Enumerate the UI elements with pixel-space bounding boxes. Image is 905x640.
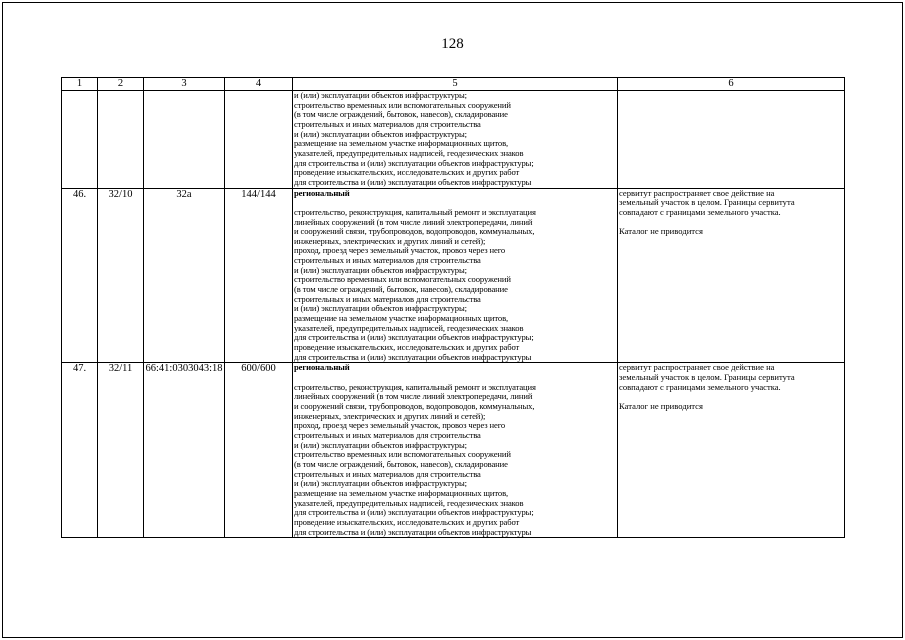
- purpose-line: строительных и иных материалов для строительства: [294, 430, 481, 440]
- purpose-line: и (или) эксплуатации объектов инфраструктуры;: [294, 91, 467, 100]
- purpose-line: проведение изыскательских, исследовательских и других работ: [294, 168, 520, 178]
- cell-empty: [225, 91, 293, 189]
- purpose-line: проведение изыскательских, исследовательских и других работ: [294, 343, 520, 353]
- purpose-line: (в том числе ограждений, бытовок, навесов), складирование: [294, 285, 508, 295]
- note-line: сервитут распространяет свое действие на: [619, 188, 775, 198]
- area-value: 600/600: [225, 363, 293, 538]
- cell-empty: [144, 91, 225, 189]
- purpose-cell: [293, 363, 618, 538]
- servitude-table: [61, 77, 845, 538]
- zone-number: 32/11: [98, 363, 144, 538]
- note-line: земельный участок в целом. Границы сервитута: [619, 373, 795, 383]
- purpose-line: указателей, предупредительных надписей, геодезических знаков: [294, 323, 524, 333]
- purpose-line: и (или) эксплуатации объектов инфраструктуры;: [294, 265, 467, 275]
- catalog-note: Каталог не приводится: [619, 401, 703, 411]
- note-line: совпадают с границами земельного участка.: [619, 207, 781, 217]
- note-cell: [618, 188, 845, 363]
- purpose-line: размещение на земельном участке информационных щитов,: [294, 488, 509, 498]
- purpose-line: строительство временных или вспомогательных сооружений: [294, 275, 511, 285]
- column-header: 6: [618, 78, 845, 91]
- purpose-line: строительных и иных материалов для строительства: [294, 119, 481, 129]
- area-value: 144/144: [225, 188, 293, 363]
- purpose-line: для строительства и (или) эксплуатации объектов инфраструктуры;: [294, 333, 534, 343]
- purpose-line: для строительства и (или) эксплуатации объектов инфраструктуры: [294, 352, 532, 362]
- purpose-line: для строительства и (или) эксплуатации объектов инфраструктуры: [294, 527, 532, 537]
- purpose-line: строительство, реконструкция, капитальный ремонт и эксплуатация: [294, 207, 536, 217]
- row-number: 47.: [62, 363, 98, 538]
- purpose-line: (в том числе ограждений, бытовок, навесов), складирование: [294, 110, 508, 120]
- cell-empty: [62, 91, 98, 189]
- zone-number: 32/10: [98, 188, 144, 363]
- purpose-cell: [293, 188, 618, 363]
- table-row: [62, 188, 845, 363]
- purpose-line: и (или) эксплуатации объектов инфраструктуры;: [294, 304, 467, 314]
- purpose-line: строительство, реконструкция, капитальный ремонт и эксплуатация: [294, 382, 536, 392]
- note-line: сервитут распространяет свое действие на: [619, 363, 775, 373]
- purpose-line: и (или) эксплуатации объектов инфраструктуры;: [294, 479, 467, 489]
- purpose-line: размещение на земельном участке информационных щитов,: [294, 139, 509, 149]
- purpose-line: строительство временных или вспомогательных сооружений: [294, 450, 511, 460]
- continuation-row: [62, 91, 845, 189]
- purpose-line: инженерных, электрических и других линий и сетей);: [294, 236, 486, 246]
- purpose-line: линейных сооружений (в том числе линий электропередачи, линий: [294, 392, 533, 402]
- purpose-line: и (или) эксплуатации объектов инфраструктуры;: [294, 440, 467, 450]
- cell-empty: [98, 91, 144, 189]
- cadastral-number: 66:41:0303043:18: [144, 363, 225, 538]
- purpose-heading: региональный: [294, 363, 350, 373]
- note-cell: [618, 363, 845, 538]
- purpose-line: строительных и иных материалов для строительства: [294, 294, 481, 304]
- column-header: 2: [98, 78, 144, 91]
- column-header: 5: [293, 78, 618, 91]
- purpose-line: (в том числе ограждений, бытовок, навесов), складирование: [294, 459, 508, 469]
- purpose-line: проход, проезд через земельный участок, провоз через него: [294, 246, 506, 256]
- purpose-line: и сооружений связи, трубопроводов, водопроводов, коммунальных,: [294, 227, 535, 237]
- purpose-heading: региональный: [294, 188, 350, 198]
- column-header: 4: [225, 78, 293, 91]
- purpose-line: для строительства и (или) эксплуатации объектов инфраструктуры;: [294, 508, 534, 518]
- purpose-line: инженерных, электрических и других линий и сетей);: [294, 411, 486, 421]
- purpose-line: для строительства и (или) эксплуатации объектов инфраструктуры;: [294, 158, 534, 168]
- purpose-line: проход, проезд через земельный участок, провоз через него: [294, 421, 506, 431]
- purpose-line: размещение на земельном участке информационных щитов,: [294, 314, 509, 324]
- row-number: 46.: [62, 188, 98, 363]
- note-line: земельный участок в целом. Границы сервитута: [619, 198, 795, 208]
- column-number-row: [62, 78, 845, 91]
- purpose-line: строительных и иных материалов для строительства: [294, 256, 481, 266]
- purpose-line: и сооружений связи, трубопроводов, водопроводов, коммунальных,: [294, 401, 535, 411]
- table-row: [62, 363, 845, 538]
- purpose-line: проведение изыскательских, исследовательских и других работ: [294, 517, 520, 527]
- purpose-line: для строительства и (или) эксплуатации объектов инфраструктуры: [294, 177, 532, 187]
- note-line: совпадают с границами земельного участка.: [619, 382, 781, 392]
- purpose-line: указателей, предупредительных надписей, геодезических знаков: [294, 148, 524, 158]
- purpose-line: строительство временных или вспомогательных сооружений: [294, 100, 511, 110]
- purpose-line: строительных и иных материалов для строительства: [294, 469, 481, 479]
- purpose-line: и (или) эксплуатации объектов инфраструктуры;: [294, 129, 467, 139]
- catalog-note: Каталог не приводится: [619, 227, 703, 237]
- column-header: 3: [144, 78, 225, 91]
- page-number: 128: [441, 36, 464, 52]
- purpose-line: линейных сооружений (в том числе линий электропередачи, линий: [294, 217, 533, 227]
- purpose-cell: [293, 91, 618, 189]
- purpose-line: указателей, предупредительных надписей, геодезических знаков: [294, 498, 524, 508]
- column-header: 1: [62, 78, 98, 91]
- cadastral-number: 32а: [144, 188, 225, 363]
- cell-empty: [618, 91, 845, 189]
